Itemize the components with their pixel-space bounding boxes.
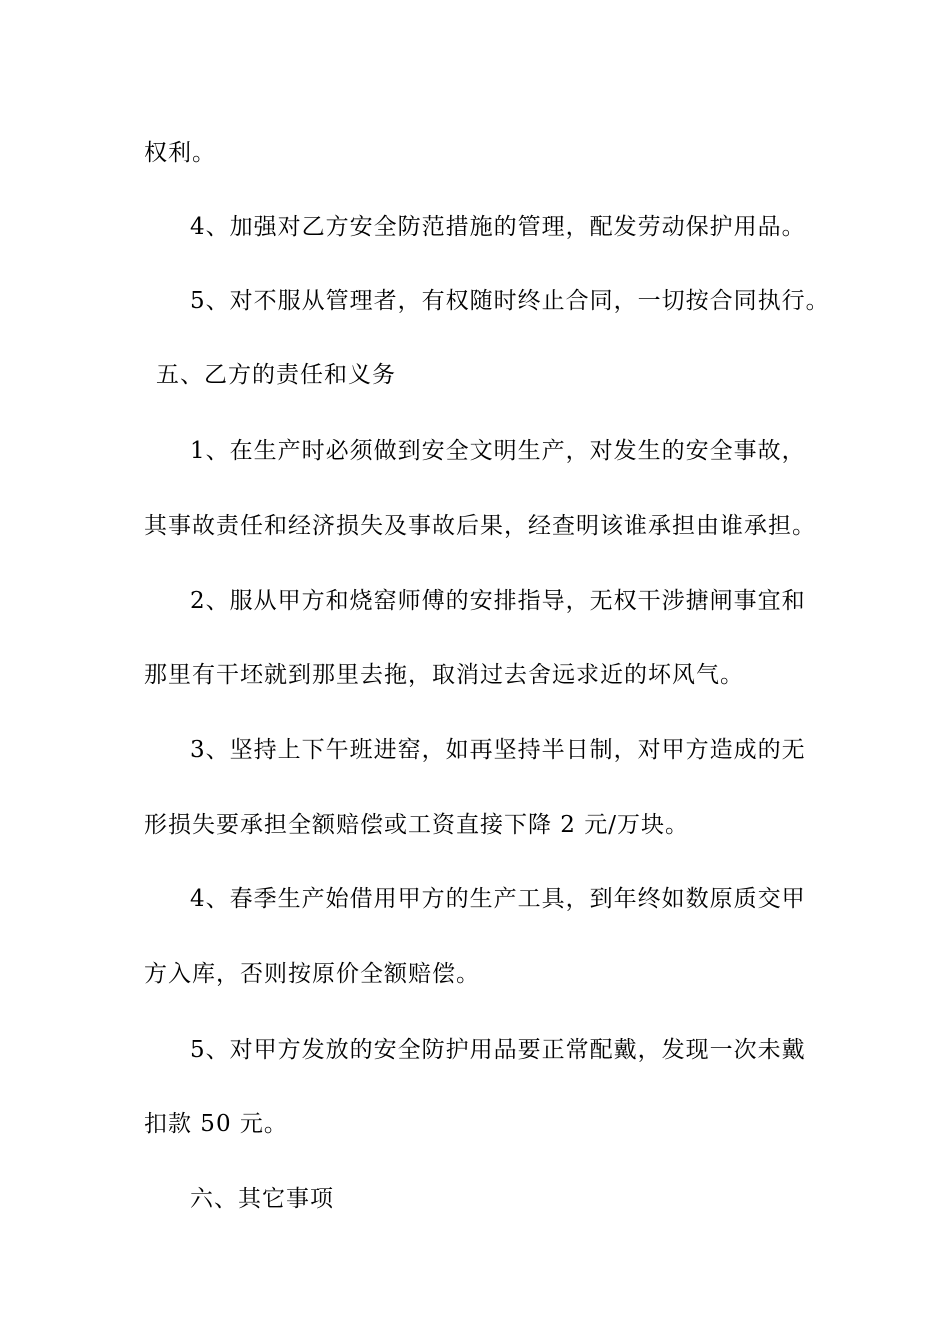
- paragraph-line: 1、在生产时必须做到安全文明生产，对发生的安全事故，: [190, 438, 806, 464]
- paragraph-line: 那里有干坯就到那里去拖，取消过去舍远求近的坏风气。: [144, 662, 744, 688]
- paragraph-line: 5、对甲方发放的安全防护用品要正常配戴，发现一次未戴: [190, 1037, 806, 1063]
- paragraph-line: 3、坚持上下午班进窑，如再坚持半日制，对甲方造成的无: [190, 737, 806, 763]
- paragraph-line: 其事故责任和经济损失及事故后果，经查明该谁承担由谁承担。: [144, 513, 816, 539]
- paragraph-line: 扣款 50 元。: [144, 1111, 288, 1137]
- section-heading: 五、乙方的责任和义务: [156, 362, 396, 388]
- paragraph-line: 5、对不服从管理者，有权随时终止合同，一切按合同执行。: [190, 288, 830, 314]
- paragraph-line: 4、加强对乙方安全防范措施的管理，配发劳动保护用品。: [190, 214, 806, 240]
- paragraph-line: 方入库，否则按原价全额赔偿。: [144, 961, 480, 987]
- paragraph-line: 2、服从甲方和烧窑师傅的安排指导，无权干涉搪闸事宜和: [190, 588, 806, 614]
- section-heading: 六、其它事项: [190, 1186, 334, 1212]
- paragraph-line: 形损失要承担全额赔偿或工资直接下降 2 元/万块。: [144, 812, 690, 838]
- paragraph-line: 权利。: [144, 140, 216, 166]
- paragraph-line: 4、春季生产始借用甲方的生产工具，到年终如数原质交甲: [190, 886, 806, 912]
